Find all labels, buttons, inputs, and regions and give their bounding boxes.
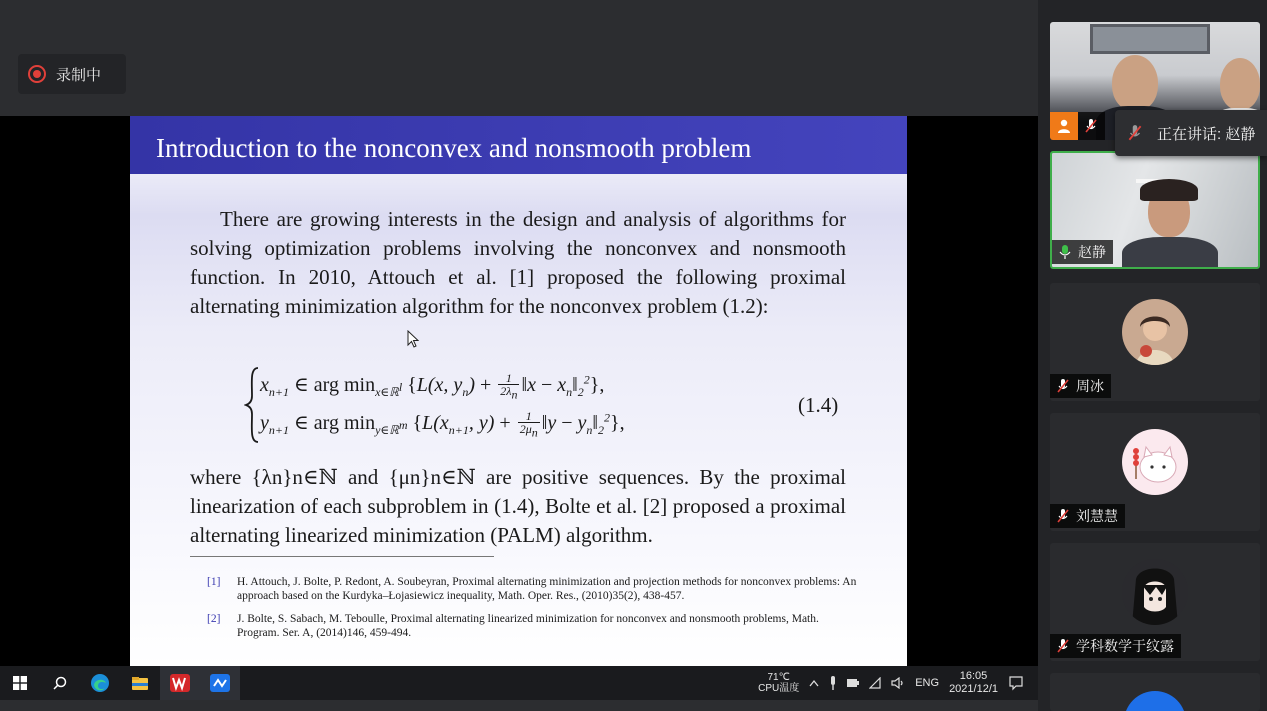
equation-line-x: $x_{n+1}$ ∈ arg $\min_{x\in ℝ^l} \{L(x$, $y_n$) + $\frac{1}{2\lambda_n}$ ‖x − $x_n‖_2^2$},: [260, 371, 605, 402]
participant-tile[interactable]: [1050, 543, 1260, 661]
wps-office-icon: [170, 674, 190, 692]
search-icon: [52, 675, 68, 691]
taskbar-file-explorer[interactable]: [120, 666, 160, 700]
battery-icon[interactable]: [847, 678, 859, 688]
system-tray: [758, 666, 1038, 700]
mic-muted-icon: [1127, 124, 1143, 142]
participant-tile-active[interactable]: [1050, 151, 1260, 269]
folder-icon: [131, 675, 149, 691]
mic-muted-icon: [1084, 118, 1098, 134]
participant-tile[interactable]: [1050, 283, 1260, 401]
mic-active-icon: [1058, 244, 1072, 260]
windows-taskbar: [0, 666, 1038, 700]
notification-icon[interactable]: [1008, 675, 1024, 691]
equation-line-y: $y_{n+1}$ ∈ arg $\min_{y\in ℝ^m} \{L(x_{n+1}$, y) + $\frac{1}{2\mu_n}$ ‖y − $y_n‖_2^2$},: [260, 409, 625, 440]
reference-text: J. Bolte, S. Sabach, M. Teboulle, Proximal alternating linearized minimization for nonconvex and nonsmooth problems, Math. Program. Ser. A, (2014)146, 459-494.: [237, 613, 819, 639]
temperature-label: CPU温度: [758, 683, 800, 694]
volume-icon[interactable]: [891, 677, 905, 689]
mic-muted-icon: [1056, 378, 1070, 394]
speaking-indicator: [1115, 110, 1267, 156]
participant-label: [1052, 240, 1113, 264]
windows-icon: [13, 676, 27, 690]
participant-name: 周冰: [1076, 378, 1104, 394]
avatar-image: [1122, 559, 1188, 625]
presentation-slide: [130, 116, 907, 666]
reference-1: [207, 575, 857, 603]
top-strip: [0, 0, 1038, 116]
equation-1-4: [244, 366, 844, 444]
participant-name: 刘慧慧: [1076, 508, 1118, 524]
reference-2: [207, 612, 857, 640]
slide-paragraph-intro: There are growing interests in the design and analysis of algorithms for solving optimization problems involving the nonconvex and nonsmooth function. In 2010, Attouch et al. [1] proposed the following proximal alternating minimization algorithm for the nonconvex problem (1.2):: [190, 207, 846, 318]
footnote-divider: [190, 556, 494, 557]
participants-panel: [1038, 0, 1267, 711]
equation-number: (1.4): [798, 393, 839, 417]
host-badge: [1050, 112, 1078, 140]
mic-muted-icon: [1056, 638, 1070, 654]
taskbar-search-button[interactable]: [40, 666, 80, 700]
avatar-image: [1122, 429, 1188, 495]
mouse-pointer-icon: [407, 330, 419, 348]
chevron-up-icon[interactable]: [809, 679, 819, 687]
start-button[interactable]: [0, 666, 40, 700]
person-hair: [1140, 179, 1198, 201]
person-face: [1112, 55, 1158, 111]
participant-name: 赵静: [1078, 244, 1106, 260]
reference-tag: [1]: [207, 576, 221, 588]
left-brace: [244, 366, 260, 444]
tencent-meeting-icon: [210, 674, 230, 692]
taskbar-tencent-meeting[interactable]: [200, 666, 240, 700]
participant-avatar: [1124, 691, 1186, 711]
clock-date: 2021/12/1: [949, 683, 998, 695]
system-clock[interactable]: [949, 670, 998, 696]
participant-label: [1078, 112, 1105, 140]
person-icon: [1056, 118, 1072, 134]
cpu-temperature[interactable]: [758, 672, 799, 694]
recording-badge[interactable]: [18, 54, 126, 94]
slide-title: Introduction to the nonconvex and nonsmooth problem: [130, 116, 907, 174]
participant-label: [1050, 374, 1111, 398]
bottom-gap: [0, 700, 1038, 711]
person-body: [1122, 237, 1218, 269]
input-language[interactable]: ENG: [915, 677, 940, 689]
avatar-image: [1122, 299, 1188, 365]
participant-avatar: [1122, 429, 1188, 495]
recording-icon: [28, 65, 46, 83]
participant-label: [1050, 634, 1181, 658]
reference-tag: [2]: [207, 613, 221, 625]
temperature-value: 71℃: [767, 672, 790, 683]
participant-avatar: [1122, 299, 1188, 365]
reference-text: H. Attouch, J. Bolte, P. Redont, A. Soubeyran, Proximal alternating minimization and projection methods for nonconvex problems: An approach based on the Kurdyka–Łojasiewicz inequality, Math. Oper. Res., (2010)35(2), 438-457.: [237, 576, 857, 602]
participant-tile[interactable]: [1050, 413, 1260, 531]
wifi-icon[interactable]: [869, 677, 881, 689]
speaking-label: 正在讲话: 赵静: [1157, 125, 1256, 143]
participant-name: 学科数学于纹露: [1076, 638, 1174, 654]
microphone-icon[interactable]: [829, 676, 837, 690]
taskbar-edge[interactable]: [80, 666, 120, 700]
background-window: [1090, 24, 1210, 54]
clock-time: 16:05: [959, 670, 988, 682]
recording-label: 录制中: [56, 66, 102, 84]
slide-paragraph-palm: where {λn}n∈ℕ and {μn}n∈ℕ are positive sequences. By the proximal linearization of each subproblem in (1.4), Bolte et al. [2] proposed a proximal alternating linearized minimization (PALM) algorithm.: [190, 465, 846, 547]
participant-avatar: [1122, 559, 1188, 625]
participant-label: [1050, 504, 1125, 528]
edge-browser-icon: [90, 673, 110, 693]
taskbar-wps[interactable]: [160, 666, 200, 700]
mic-muted-icon: [1056, 508, 1070, 524]
person-face: [1220, 58, 1260, 110]
participant-tile[interactable]: [1050, 673, 1260, 711]
